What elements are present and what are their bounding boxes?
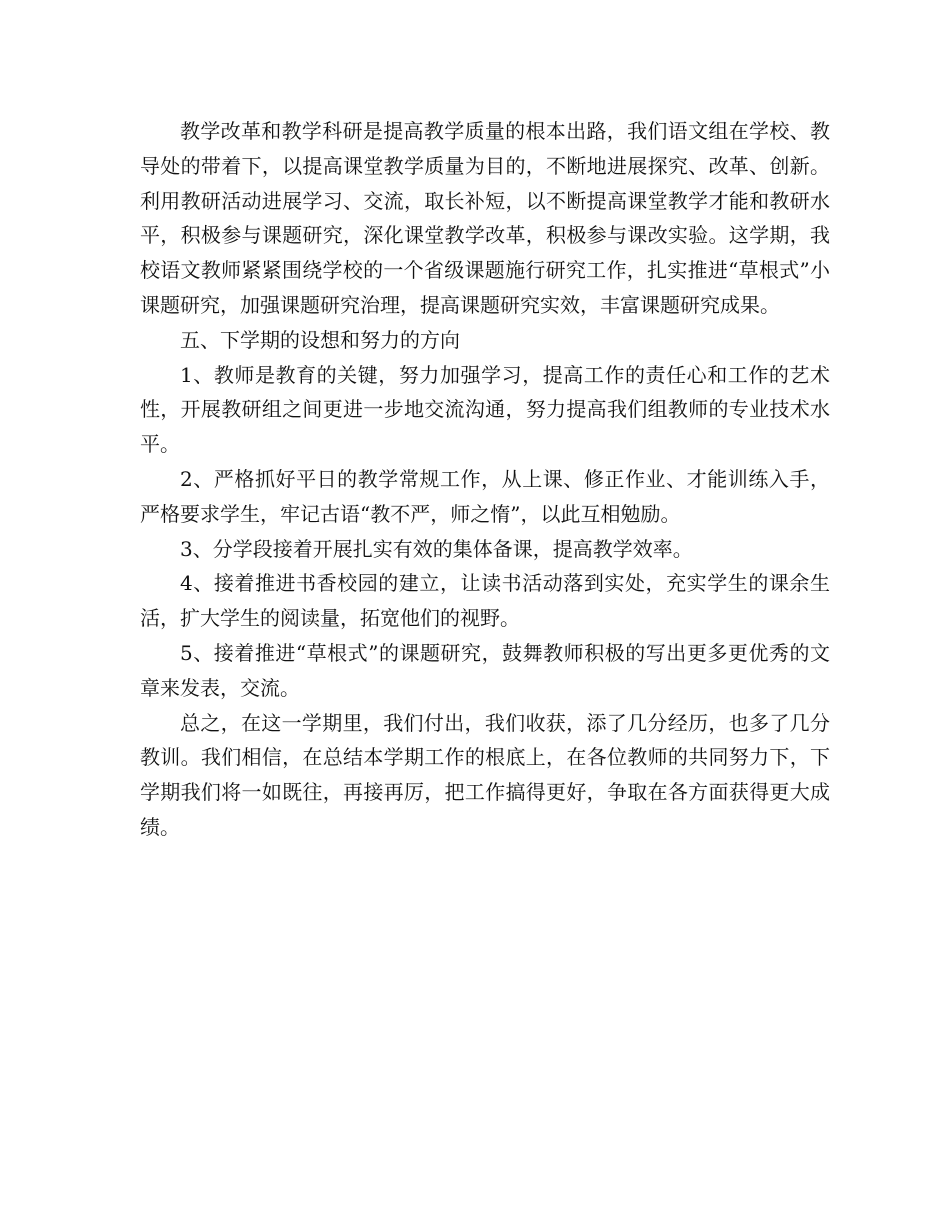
list-item-4: 4、接着推进书香校园的建立，让读书活动落到实处，充实学生的课余生活，扩大学生的阅读量，拓宽他们的视野。 [140,571,830,631]
list-item-5: 5、接着推进“草根式”的课题研究，鼓舞教师积极的写出更多更优秀的文章来发表，交流。 [140,640,830,700]
list-item-1: 1、教师是教育的关键，努力加强学习，提高工作的责任心和工作的艺术性，开展教研组之间更进一步地交流沟通，努力提高我们组教师的专业技术水平。 [140,362,830,457]
section-heading-next-term: 五、下学期的设想和努力的方向 [180,327,460,352]
list-item-2: 2、严格抓好平日的教学常规工作，从上课、修正作业、才能训练入手，严格要求学生，牢记古语“教不严，师之惰”，以此互相勉励。 [140,466,830,526]
paragraph-research: 教学改革和教学科研是提高教学质量的根本出路，我们语文组在学校、教导处的带着下，以提高课堂教学质量为目的，不断地进展探究、改革、创新。利用教研活动进展学习、交流，取长补短，以不断提高课堂教学才能和教研水平，积极参与课题研究，深化课堂教学改革，积极参与课改实验。这学期，我校语文教师紧紧围绕学校的一个省级课题施行研究工作，扎实推进“草根式”小课题研究，加强课题研究治理，提高课题研究实效，丰富课题研究成果。 [140,119,830,317]
paragraph-conclusion: 总之，在这一学期里，我们付出，我们收获，添了几分经历，也多了几分教训。我们相信，在总结本学期工作的根底上，在各位教师的共同努力下，下学期我们将一如既往，再接再厉，把工作搞得更好，争取在各方面获得更大成绩。 [140,710,830,839]
list-item-3: 3、分学段接着开展扎实有效的集体备课，提高教学效率。 [180,536,693,561]
document-body [140,114,830,845]
